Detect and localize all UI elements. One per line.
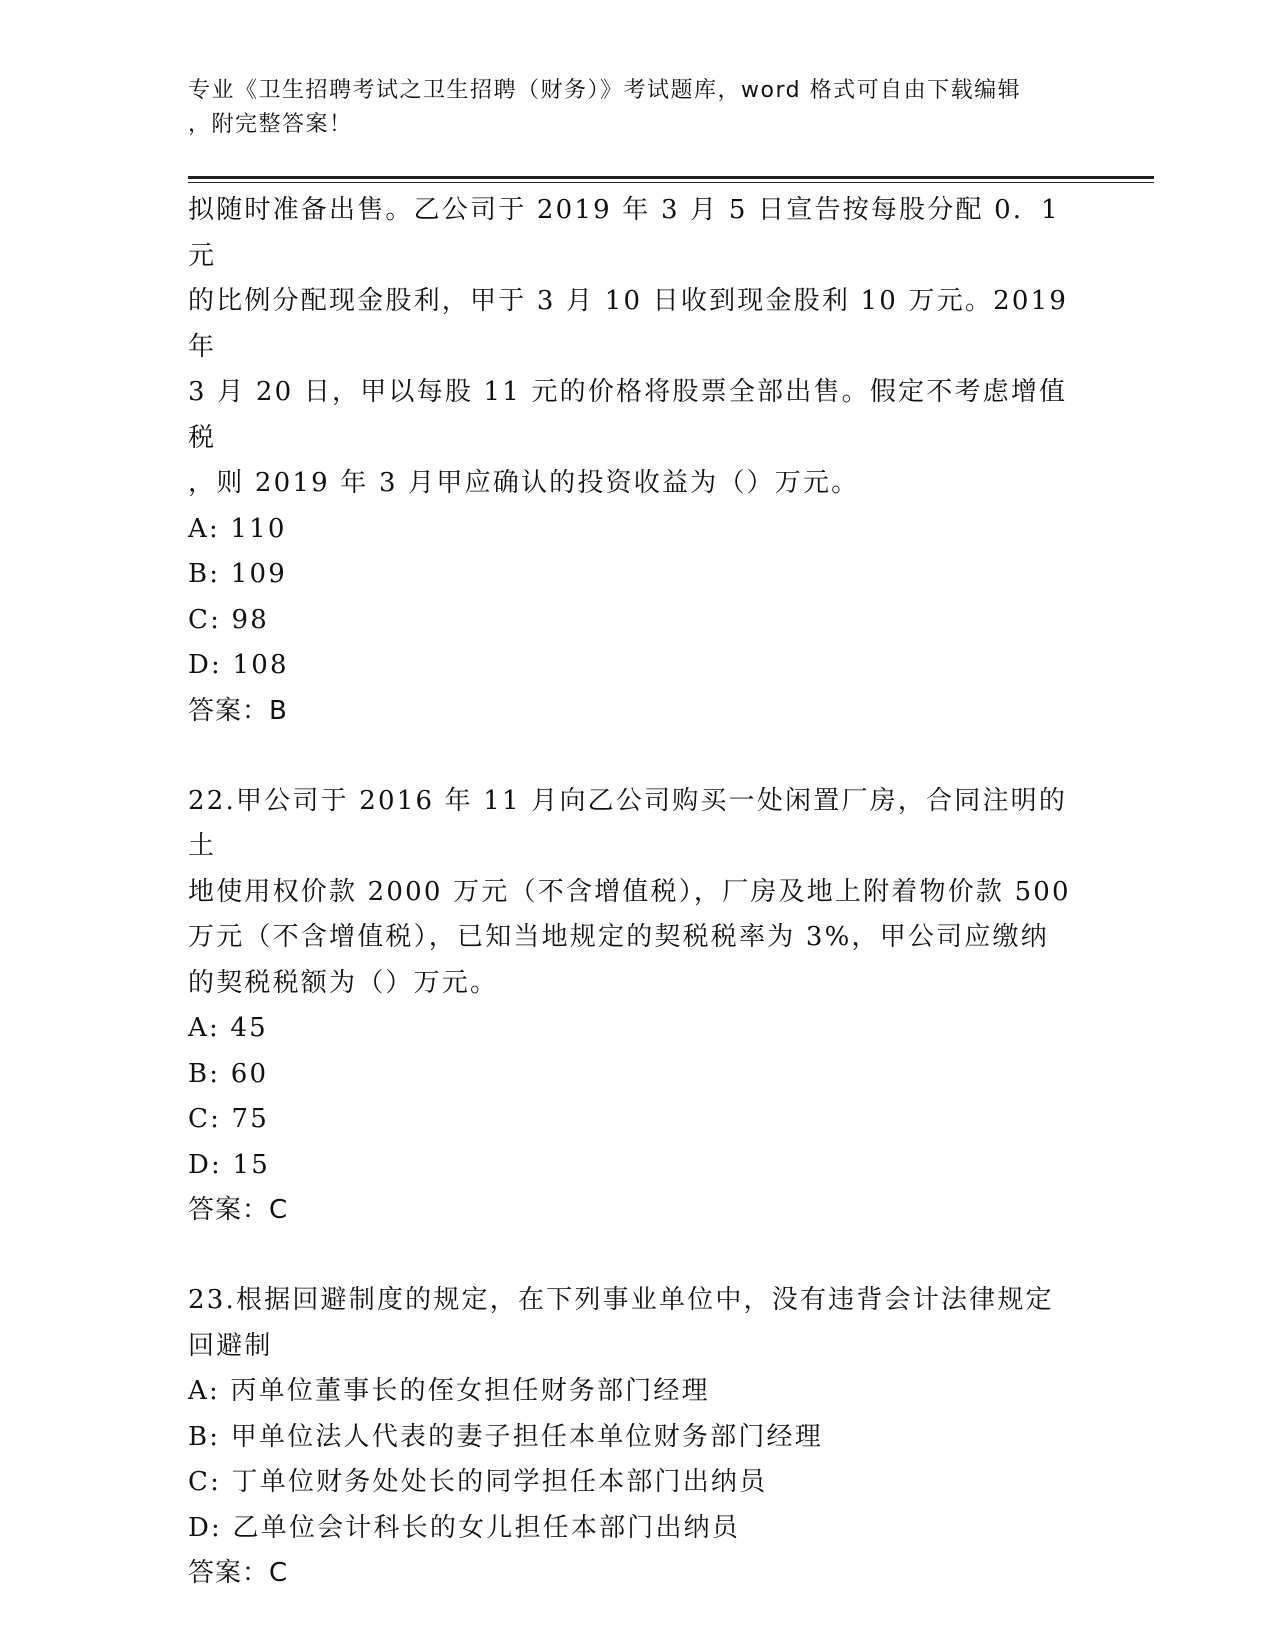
question-block (188, 188, 1088, 734)
header-line-2: ，附完整答案！ (188, 112, 353, 137)
question-spacer (188, 734, 1088, 779)
document-header (188, 74, 1068, 142)
option-a: A: 110 (188, 513, 287, 544)
question-line: 23.根据回避制度的规定，在下列事业单位中，没有违背会计法律规定 (188, 1285, 1054, 1315)
question-line: 的契税税额为（）万元。 (188, 967, 499, 998)
question-line: 22.甲公司于 2016 年 11 月向乙公司购买一处闲置厂房，合同注明的土 (188, 785, 1068, 861)
question-line: 万元（不含增值税），已知当地规定的契税税率为 3%，甲公司应缴纳 (188, 922, 1049, 952)
question-line: 拟随时准备出售。乙公司于 2019 年 3 月 5 日宣告按每股分配 0．1 元 (188, 195, 1060, 271)
option-a: A: 45 (188, 1013, 268, 1043)
question-line: ，则 2019 年 3 月甲应确认的投资收益为（）万元。 (188, 468, 860, 498)
option-c: C: 丁单位财务处处长的同学担任本部门出纳员 (188, 1467, 768, 1497)
question-block (188, 779, 1088, 1234)
question-line: 地使用权价款 2000 万元（不含增值税），厂房及地上附着物价款 500 (188, 876, 1071, 907)
option-d: D: 15 (188, 1149, 270, 1180)
option-d: D: 乙单位会计科长的女儿担任本部门出纳员 (188, 1512, 741, 1543)
header-divider-thick (188, 176, 1154, 179)
option-b: B: 甲单位法人代表的妻子担任本单位财务部门经理 (188, 1421, 823, 1452)
header-divider-thin (188, 182, 1154, 183)
question-line: 3 月 20 日，甲以每股 11 元的价格将股票全部出售。假定不考虑增值税 (188, 377, 1068, 453)
question-spacer (188, 1233, 1088, 1278)
header-line-1: 专业《卫生招聘考试之卫生招聘（财务）》考试题库，word 格式可自由下载编辑 (188, 78, 1022, 103)
answer-label: 答案：B (188, 695, 288, 726)
option-a: A: 丙单位董事长的侄女担任财务部门经理 (188, 1376, 710, 1406)
answer-label: 答案：C (188, 1195, 289, 1225)
answer-label: 答案：C (188, 1558, 289, 1588)
question-text (188, 779, 1088, 1007)
option-b: B: 60 (188, 1058, 269, 1089)
option-c: C: 75 (188, 1104, 270, 1134)
question-block (188, 1278, 1088, 1596)
option-c: C: 98 (188, 604, 270, 635)
question-text (188, 188, 1088, 507)
document-body (188, 188, 1088, 1596)
question-line: 回避制 (188, 1330, 273, 1361)
question-text (188, 1278, 1088, 1369)
question-line: 的比例分配现金股利，甲于 3 月 10 日收到现金股利 10 万元。2019 年 (188, 286, 1069, 362)
option-d: D: 108 (188, 650, 289, 680)
option-b: B: 109 (188, 559, 287, 589)
